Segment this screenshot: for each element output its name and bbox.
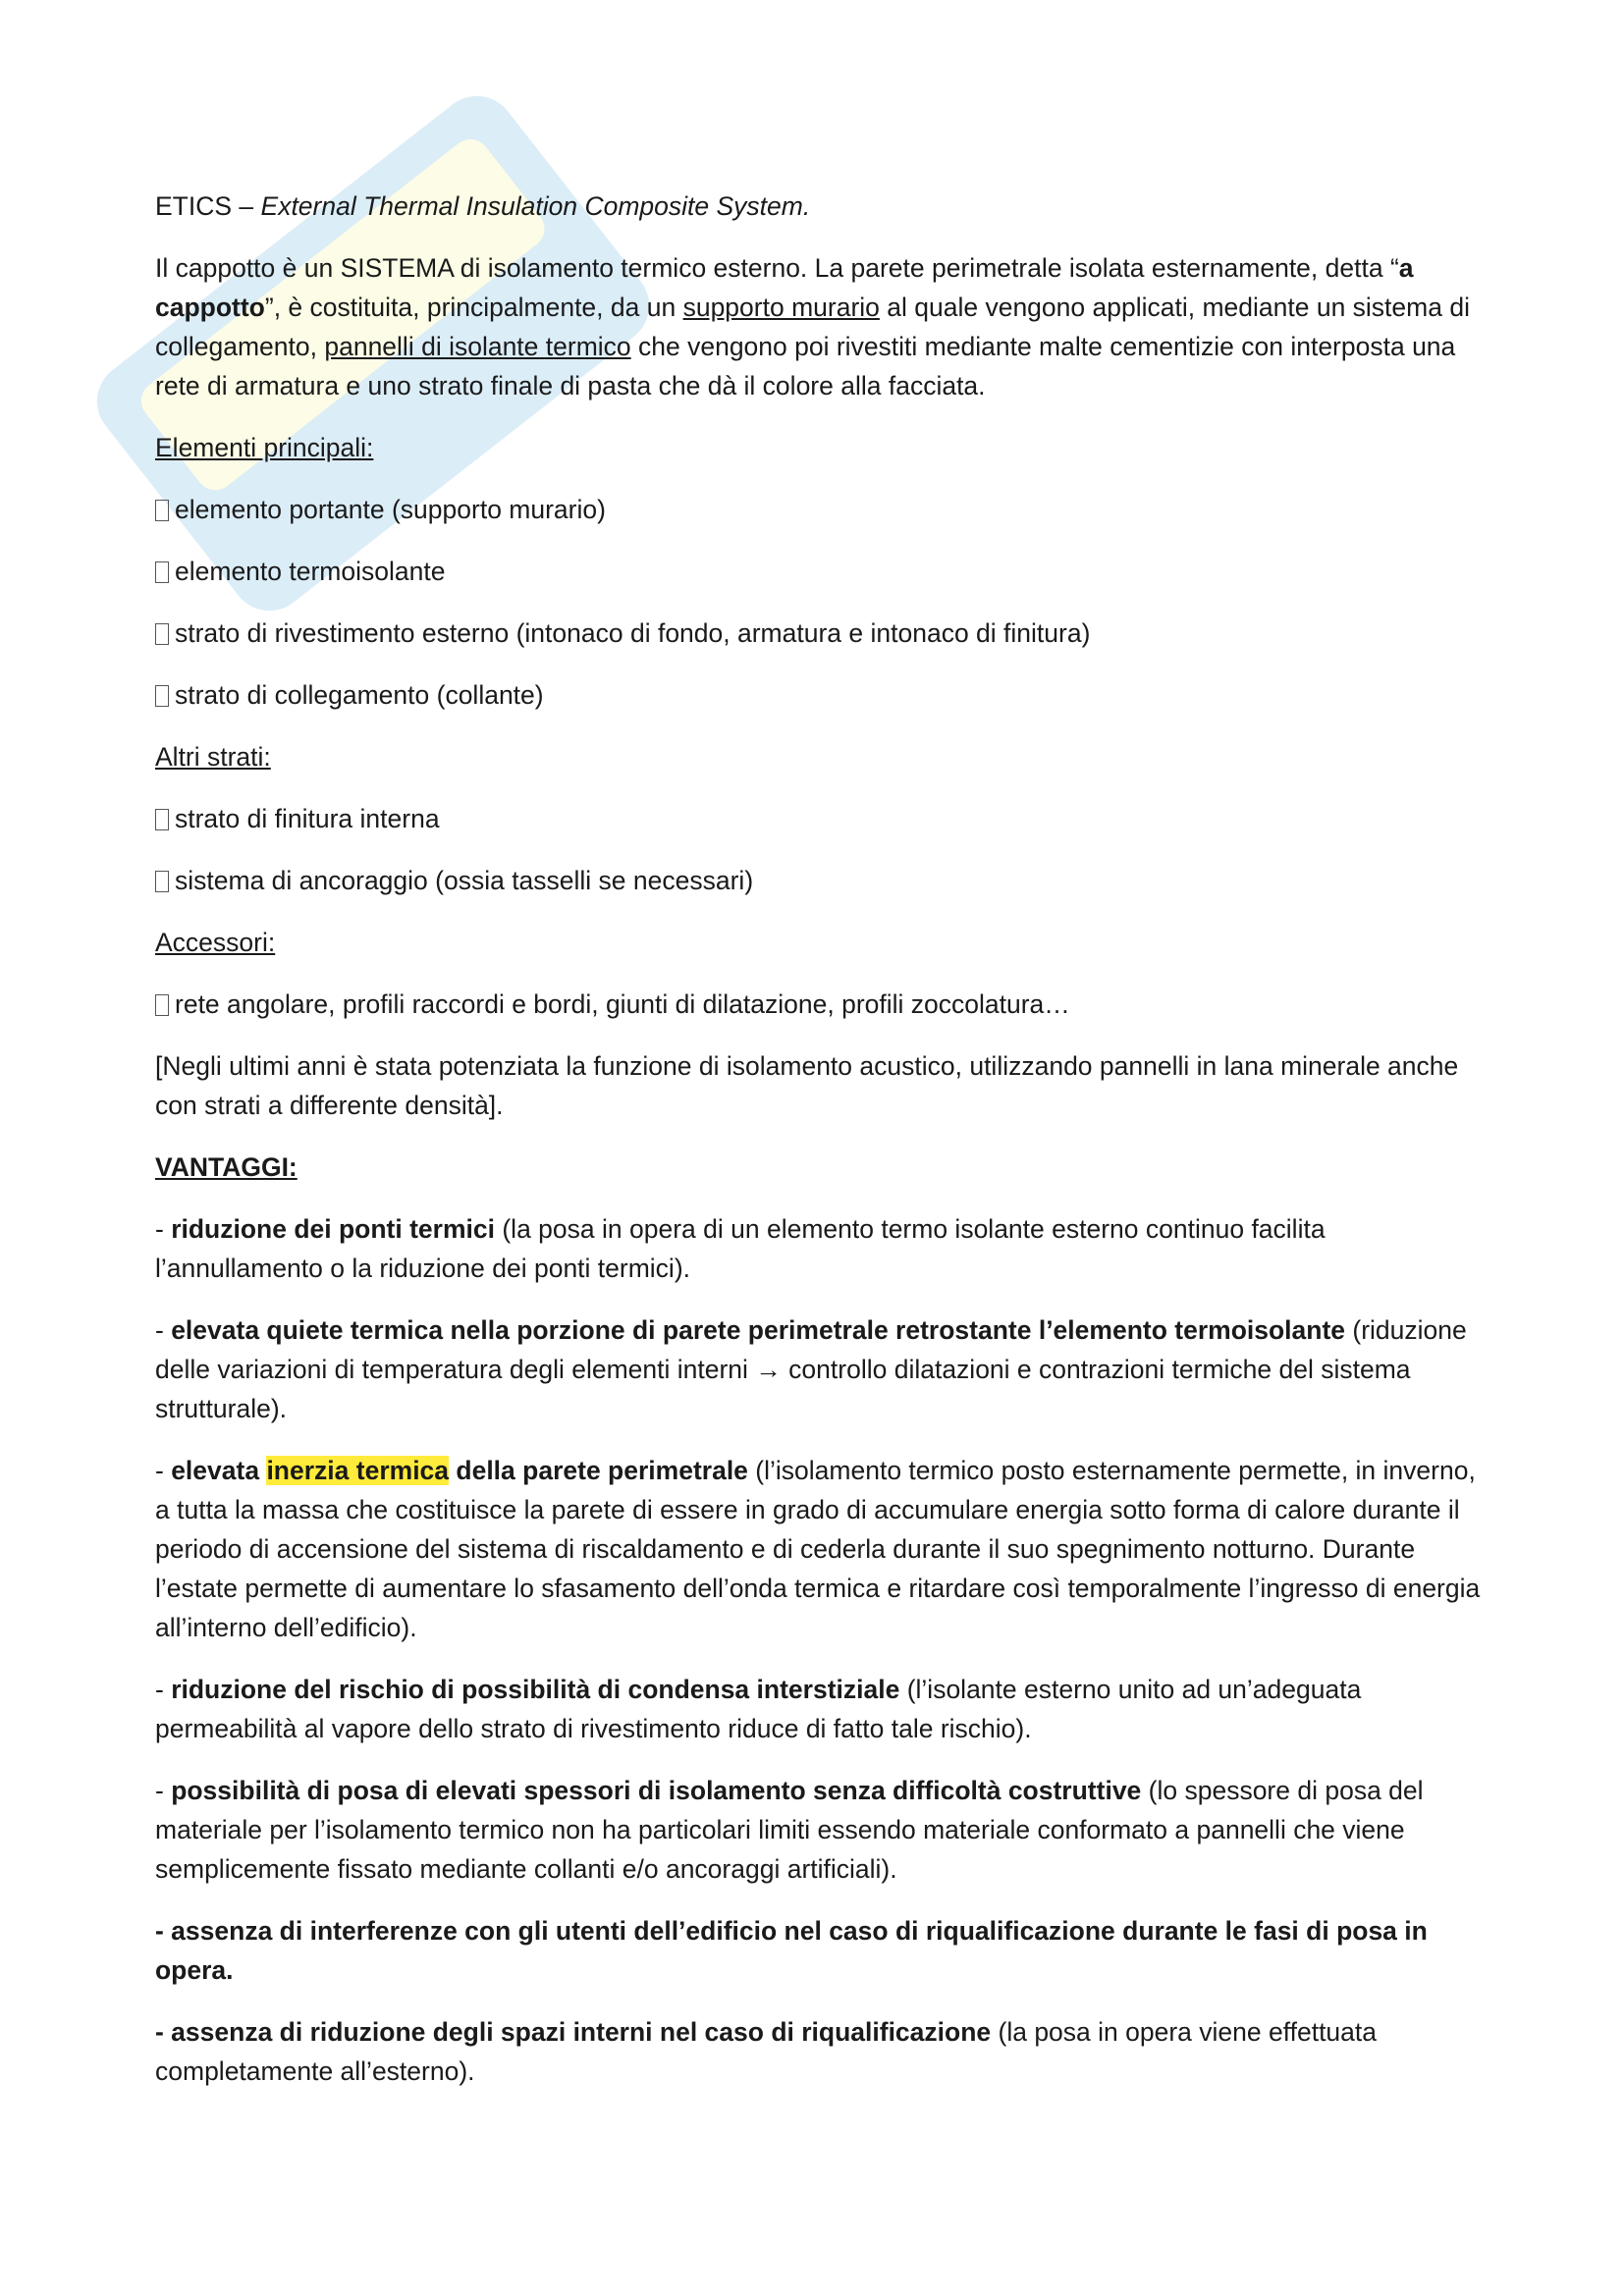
document-page [155, 187, 1481, 2113]
list-item: elemento portante (supporto murario) [155, 490, 1481, 529]
list-item: strato di finitura interna [155, 799, 1481, 838]
other-layers-title: Altri strati: [155, 742, 271, 772]
advantage-item: - riduzione dei ponti termici (la posa in opera di un elemento termo isolante esterno continuo facilita l’annullamento o la riduzione dei ponti termici). [155, 1214, 1326, 1283]
advantage-item: - elevata inerzia termica della parete perimetrale (l’isolamento termico posto esternamente permette, in inverno, a tutta la massa che costituisce la parete di essere in grado di accumulare energia sotto forma di calore durante il periodo di accensione del sistema di riscaldamento e di cederla durante il suo spegnimento notturno. Durante l’estate permette di aumentare lo sfasamento dell’onda termica e ritardare così temporalmente l’ingresso di energia all’interno dell’edificio). [155, 1456, 1481, 1642]
arrow-right-icon: → [755, 1355, 782, 1384]
main-elements-title: Elementi principali: [155, 433, 374, 462]
list-item: strato di rivestimento esterno (intonaco di fondo, armatura e intonaco di finitura) [155, 614, 1481, 653]
bullet-icon [155, 623, 169, 645]
advantage-item: - possibilità di posa di elevati spessori di isolamento senza difficoltà costruttive (lo spessore di posa del materiale per l’isolamento termico non ha particolari limiti essendo materiale conformato a pannelli che viene semplicemente fissato mediante collanti e/o ancoraggi artificiali). [155, 1776, 1424, 1884]
list-item: rete angolare, profili raccordi e bordi, giunti di dilatazione, profili zoccolatura… [155, 985, 1481, 1024]
bullet-icon [155, 994, 169, 1016]
list-item: sistema di ancoraggio (ossia tasselli se necessari) [155, 861, 1481, 900]
highlighted-term: inerzia termica [266, 1456, 450, 1485]
accessories-title: Accessori: [155, 928, 276, 957]
document-heading: ETICS – External Thermal Insulation Composite System. [155, 191, 811, 221]
bullet-icon [155, 685, 169, 707]
bullet-icon [155, 871, 169, 892]
advantage-item: - elevata quiete termica nella porzione di parete perimetrale retrostante l’elemento termoisolante (riduzione delle variazioni di temperatura degli elementi interni → controllo dilatazioni e contrazioni termiche del sistema strutturale). [155, 1315, 1467, 1423]
advantage-item: - riduzione del rischio di possibilità di condensa interstiziale (l’isolante esterno unito ad un’adeguata permeabilità al vapore dello strato di rivestimento riduce di fatto tale rischio). [155, 1675, 1362, 1743]
intro-paragraph: Il cappotto è un SISTEMA di isolamento termico esterno. La parete perimetrale isolata esternamente, detta “a cappotto”, è costituita, principalmente, da un supporto murario al quale vengono applicati, mediante un sistema di collegamento, pannelli di isolante termico che vengono poi rivestiti mediante malte cementizie con interposta una rete di armatura e uno strato finale di pasta che dà il colore alla facciata. [155, 253, 1470, 400]
bullet-icon [155, 561, 169, 583]
advantage-item: - assenza di riduzione degli spazi interni nel caso di riqualificazione (la posa in opera viene effettuata completamente all’esterno). [155, 2017, 1378, 2086]
list-item: strato di collegamento (collante) [155, 675, 1481, 715]
advantage-item: - assenza di interferenze con gli utenti dell’edificio nel caso di riqualificazione durante le fasi di posa in opera. [155, 1916, 1428, 1985]
bullet-icon [155, 809, 169, 830]
list-item: elemento termoisolante [155, 552, 1481, 591]
note-paragraph: [Negli ultimi anni è stata potenziata la funzione di isolamento acustico, utilizzando pannelli in lana minerale anche con strati a differente densità]. [155, 1051, 1459, 1120]
bullet-icon [155, 500, 169, 521]
advantages-title: VANTAGGI: [155, 1152, 298, 1182]
